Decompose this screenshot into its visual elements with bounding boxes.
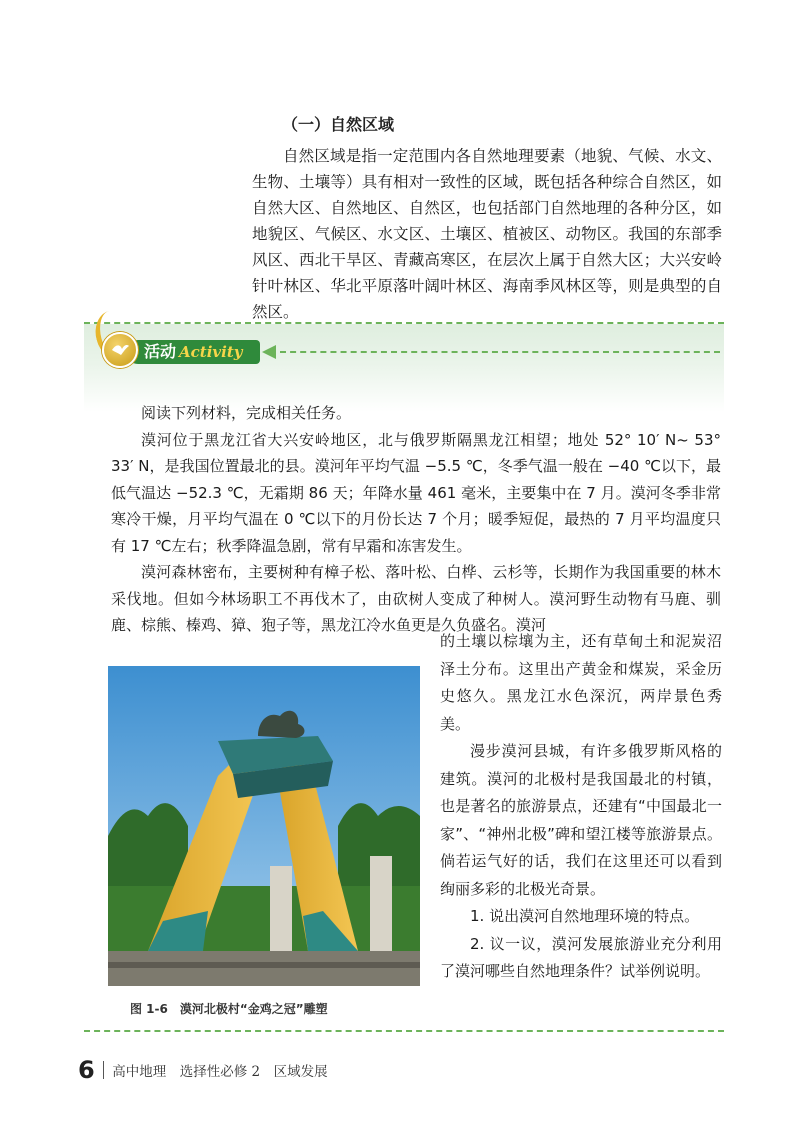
figure-caption: 图 1-6 漠河北极村“金鸡之冠”雕塑 [130,1002,328,1016]
section-heading: （一）自然区域 [282,115,395,134]
activity-label-en: Activity [179,343,243,361]
page-number: 6 [78,1056,95,1084]
activity-body [111,400,721,639]
section-paragraph: 自然区域是指一定范围内各自然地理要素（地貌、气候、水文、生物、土壤等）具有相对一致性的区域，既包括各种综合自然区，如自然大区、自然地区、自然区，也包括部门自然地理的各种分区，如地貌区、气候区、水文区、土壤区、植被区、动物区。我国的东部季风区、西北干旱区、青藏高寒区，在层次上属于自然大区；大兴安岭针叶林区、华北平原落叶阔叶林区、海南季风林区等，则是典型的自然区。 [252,147,722,321]
activity-paragraph-2-cont: 的土壤以棕壤为主，还有草甸土和泥炭沼泽土分布。这里出产黄金和煤炭，采金历史悠久。黑龙江水色深沉，两岸景色秀美。 [440,632,722,733]
activity-paragraph-3: 漫步漠河县城，有许多俄罗斯风格的建筑。漠河的北极村是我国最北的村镇，也是著名的旅游景点，还建有“中国最北一家”、“神州北极”碑和望江楼等旅游景点。倘若运气好的话，我们在这里还可以看到绚丽多彩的北极光奇景。 [440,742,722,898]
activity-banner [84,322,724,412]
activity-intro: 阅读下列材料，完成相关任务。 [141,404,352,422]
arrow-icon [262,345,276,359]
book-title: 高中地理 选择性必修 2 区域发展 [112,1064,328,1080]
natural-region-section [252,112,722,325]
footer-separator [103,1061,105,1079]
task-1: 1. 说出漠河自然地理环境的特点。 [470,907,700,925]
activity-paragraph-1: 漠河位于黑龙江省大兴安岭地区，北与俄罗斯隔黑龙江相望；地处 52° 10′ N~ 53° 33′ N，是我国位置最北的县。漠河年平均气温 −5.5 ℃，冬季气温一般在 −40 ℃以下，最低气温达 −52.3 ℃，无霜期 86 天；年降水量 461 毫米，主要集中在 7 月。漠河冬季非常寒冷干燥，月平均气温在 0 ℃以下的月份长达 7 个月；暖季短促，最热的 7 月平均温度只有 17 ℃左右；秋季降温急剧，常有早霜和冻害发生。 [111,430,721,555]
activity-label-cn: 活动 [144,342,177,361]
task-2: 2. 议一议，漠河发展旅游业充分利用了漠河哪些自然地理条件？试举例说明。 [440,934,722,980]
activity-right-column [440,628,722,986]
activity-label [126,340,260,364]
dashed-divider [280,351,720,353]
bird-icon [102,332,138,368]
activity-paragraph-2: 漠河森林密布，主要树种有樟子松、落叶松、白桦、云杉等，长期作为我国重要的林木采伐地。但如今林场职工不再伐木了，由砍树人变成了种树人。漠河野生动物有马鹿、驯鹿、棕熊、榛鸡、獐、狍子等，黑龙江冷水鱼更是久负盛名。漠河 [111,563,721,634]
bottom-dashed-divider [84,1030,724,1032]
page-footer [78,1058,328,1082]
sculpture-photo [108,666,420,986]
